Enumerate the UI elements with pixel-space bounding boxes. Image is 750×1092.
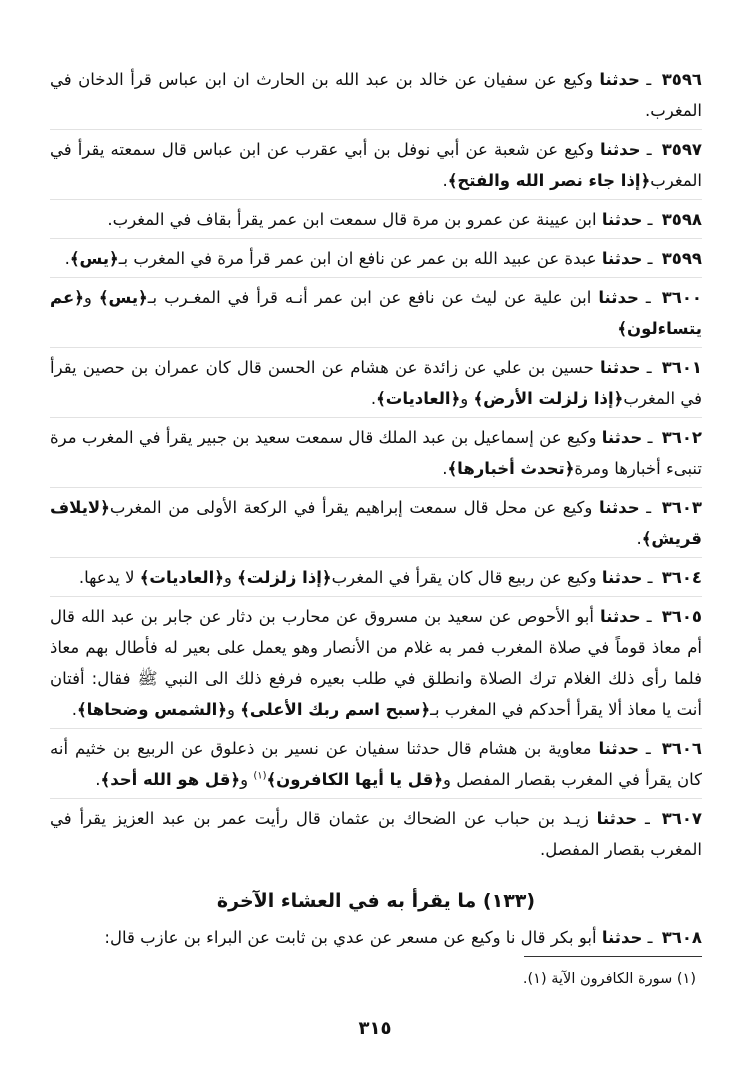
hadith-text: ابن علية عن ليث عن نافع عن ابن عمر أنـه قرأ في المغـرب بـ [147, 288, 592, 307]
hadith-text: حسين بن علي عن زائدة عن هشام عن الحسن قال كان عمران بن حصين يقرأ في المغرب [50, 358, 702, 408]
hadith-number: ٣٦٠٤ [661, 568, 702, 587]
footnote-divider [524, 956, 702, 957]
hadith-text-mid: و [83, 288, 99, 307]
hadith-entry: ٣٦٠٢ ـ حدثنا وكيع عن إسماعيل بن عبد الملك قال سمعت سعيد بن جبير يقرأ في المغرب مرة تنبىء أخبارها ومرة﴿تحدث أخبارها﴾. [50, 422, 702, 488]
hadith-text: أبو الأحوص عن سعيد بن مسروق عن محارب بن دثار عن جابر بن عبد الله قال أم معاذ قوماً في صلاة المغرب فمر به غلام من الأنصار وهو يعمل على بعير له فأطال بهم معاذ فلما رأى ذلك الغلام ترك الصلاة وانطلق في طلب بعيره فرفع ذلك الى النبي ﷺ فقال: أفتان أنت يا معاذ ألا يقرأ أحدكم في المغرب بـ [50, 607, 702, 719]
hadith-lead: حدثنا [599, 70, 640, 89]
hadith-text: وكيع عن شعبة عن أبي نوفل بن أبي عقرب عن ابن عباس قال سمعته يقرأ في المغرب [50, 140, 702, 190]
quran-quote: ﴿قل يا أيها الكافرون﴾ [266, 770, 443, 789]
hadith-entry: ٣٦٠٤ ـ حدثنا وكيع عن ربيع قال كان يقرأ في المغرب﴿إذا زلزلت﴾ و﴿العاديات﴾ لا يدعها. [50, 562, 702, 597]
hadith-number: ٣٥٩٨ [661, 210, 702, 229]
hadith-text: وكيع عن محل قال سمعت إبراهيم يقرأ في الركعة الأولى من المغرب [109, 498, 593, 517]
hadith-lead: حدثنا [599, 358, 641, 377]
quran-quote: ﴿عم يتساءلون﴾ [50, 288, 702, 338]
hadith-text-tail: لا يدعها. [78, 568, 140, 587]
hadith-lead: حدثنا [600, 607, 641, 626]
hadith-text-mid: و [460, 389, 474, 408]
hadith-lead: حدثنا [598, 739, 639, 758]
hadith-text: وكيع عن سفيان عن خالد بن عبد الله بن الحارث ان ابن عباس قرأ الدخان في المغرب. [50, 70, 702, 120]
hadith-lead: حدثنا [600, 140, 641, 159]
hadith-text-mid: و [223, 568, 238, 587]
quran-quote: ﴿تحدث أخبارها﴾ [447, 459, 575, 478]
hadith-lead: حدثنا [601, 428, 643, 447]
hadith-number: ٣٥٩٧ [661, 140, 702, 159]
hadith-text-tail: . [636, 529, 642, 548]
hadith-number: ٣٦٠٣ [661, 498, 703, 517]
hadith-entry: ٣٦٠٥ ـ حدثنا أبو الأحوص عن سعيد بن مسروق عن محارب بن دثار عن جابر بن عبد الله قال أم معاذ قوماً في صلاة المغرب فمر به غلام من الأنصار وهو يعمل على بعير له فأطال بهم معاذ فلما رأى ذلك الغلام ترك الصلاة وانطلق في طلب بعيره فرفع ذلك الى النبي ﷺ فقال: أفتان أنت يا معاذ ألا يقرأ أحدكم في المغرب بـ﴿سبح اسم ربك الأعلى﴾ و﴿الشمس وضحاها﴾. [50, 601, 702, 729]
hadith-lead: حدثنا [601, 249, 643, 268]
chapter-heading: (١٣٣) ما يقرأ به في العشاء الآخرة [216, 890, 536, 912]
quran-quote: ﴿يس﴾ [98, 288, 148, 307]
hadith-lead: حدثنا [596, 809, 638, 828]
hadith-text-mid: و [226, 700, 241, 719]
hadith-number: ٣٥٩٦ [661, 70, 702, 89]
quran-quote: ﴿قل هو الله أحد﴾ [100, 770, 241, 789]
quran-quote: ﴿لايلاف قريش﴾ [50, 498, 702, 548]
hadith-text: وكيع عن إسماعيل بن عبد الملك قال سمعت سعيد بن جبير يقرأ في المغرب مرة تنبىء أخبارها ومرة [50, 428, 702, 478]
hadith-text: أبو بكر قال نا وكيع عن مسعر عن عدي بن ثابت عن البراء بن عازب قال: [104, 928, 597, 947]
hadith-text: ابن عيينة عن عمرو بن مرة قال سمعت ابن عمر يقرأ بقاف في المغرب. [107, 210, 597, 229]
hadith-lead: حدثنا [601, 568, 643, 587]
hadith-entry: ٣٥٩٦ ـ حدثنا وكيع عن سفيان عن خالد بن عبد الله بن الحارث ان ابن عباس قرأ الدخان في المغرب. [50, 64, 702, 130]
quran-quote: ﴿يس﴾ [69, 249, 119, 268]
hadith-text: وكيع عن ربيع قال كان يقرأ في المغرب [331, 568, 597, 587]
hadith-text-tail: . [370, 389, 377, 408]
hadith-lead: حدثنا [601, 210, 643, 229]
hadith-number: ٣٦٠٧ [661, 809, 702, 828]
hadith-entry: ٣٦٠٨ ـ حدثنا أبو بكر قال نا وكيع عن مسعر عن عدي بن ثابت عن البراء بن عازب قال: [104, 928, 702, 947]
hadith-text-tail: . [442, 171, 448, 190]
hadith-text-tail: . [71, 700, 77, 719]
quran-quote: ﴿العاديات﴾ [139, 568, 224, 587]
hadith-text-mid: و [240, 770, 254, 789]
hadith-text-tail: . [95, 770, 101, 789]
quran-quote: ﴿العاديات﴾ [376, 389, 461, 408]
hadith-entry: ٣٥٩٧ ـ حدثنا وكيع عن شعبة عن أبي نوفل بن أبي عقرب عن ابن عباس قال سمعته يقرأ في المغرب﴿إذا جاء نصر الله والفتح﴾. [50, 134, 702, 200]
hadith-number: ٣٦٠٨ [661, 928, 702, 947]
hadith-entry: ٣٦٠١ ـ حدثنا حسين بن علي عن زائدة عن هشام عن الحسن قال كان عمران بن حصين يقرأ في المغرب﴿إذا زلزلت الأرض﴾ و﴿العاديات﴾. [50, 352, 702, 418]
hadith-text: عبدة عن عبيد الله بن عمر عن نافع ان ابن عمر قرأ مرة في المغرب بـ [118, 249, 597, 268]
hadith-entry: ٣٦٠٧ ـ حدثنا زيـد بن حباب عن الضحاك بن عثمان قال رأيت عمر بن عبد العزيز يقرأ في المغرب بقصار المفصل. [50, 809, 702, 859]
hadith-entry: ٣٦٠٦ ـ حدثنا معاوية بن هشام قال حدثنا سفيان عن نسير بن ذعلوق عن الربيع بن خثيم أنه كان يقرأ في المغرب بقصار المفصل و﴿قل يا أيها الكافرون﴾$^{(١)}$ و﴿قل هو الله أحد﴾. [50, 733, 702, 799]
hadith-text: زيـد بن حباب عن الضحاك بن عثمان قال رأيت عمر بن عبد العزيز يقرأ في المغرب بقصار المفصل. [50, 809, 702, 859]
footnote-ref: (١) [253, 770, 267, 782]
hadith-entry: ٣٦٠٣ ـ حدثنا وكيع عن محل قال سمعت إبراهيم يقرأ في الركعة الأولى من المغرب﴿لايلاف قريش﴾. [50, 492, 702, 558]
hadith-entry: ٣٥٩٩ ـ حدثنا عبدة عن عبيد الله بن عمر عن نافع ان ابن عمر قرأ مرة في المغرب بـ﴿يس﴾. [50, 243, 702, 278]
hadith-number: ٣٦٠٦ [661, 739, 702, 758]
hadith-text-tail: . [64, 249, 70, 268]
hadith-text: معاوية بن هشام قال حدثنا سفيان عن نسير بن ذعلوق عن الربيع بن خثيم أنه كان يقرأ في المغرب بقصار المفصل و [50, 739, 702, 789]
hadith-text-tail: . [442, 459, 448, 478]
hadith-lead: حدثنا [601, 928, 643, 947]
hadith-number: ٣٦٠٥ [661, 607, 702, 626]
quran-quote: ﴿إذا زلزلت﴾ [237, 568, 332, 587]
footnote: (١) سورة الكافرون الآية (١). [522, 971, 696, 987]
hadith-number: ٣٦٠١ [661, 358, 702, 377]
hadith-lead: حدثنا [598, 288, 639, 307]
quran-quote: ﴿الشمس وضحاها﴾ [76, 700, 227, 719]
hadith-lead: حدثنا [599, 498, 640, 517]
page-body [50, 64, 702, 960]
page-number: ٣١٥ [358, 1018, 392, 1039]
hadith-entry: ٣٥٩٨ ـ حدثنا ابن عيينة عن عمرو بن مرة قال سمعت ابن عمر يقرأ بقاف في المغرب. [50, 204, 702, 239]
hadith-number: ٣٦٠٠ [661, 288, 702, 307]
quran-quote: ﴿إذا زلزلت الأرض﴾ [473, 389, 624, 408]
quran-quote: ﴿إذا جاء نصر الله والفتح﴾ [447, 171, 651, 190]
hadith-number: ٣٥٩٩ [661, 249, 702, 268]
hadith-number: ٣٦٠٢ [661, 428, 702, 447]
hadith-entry: ٣٦٠٠ ـ حدثنا ابن علية عن ليث عن نافع عن ابن عمر أنـه قرأ في المغـرب بـ﴿يس﴾ و﴿عم يتساءلون﴾ [50, 282, 702, 348]
quran-quote: ﴿سبح اسم ربك الأعلى﴾ [240, 700, 431, 719]
